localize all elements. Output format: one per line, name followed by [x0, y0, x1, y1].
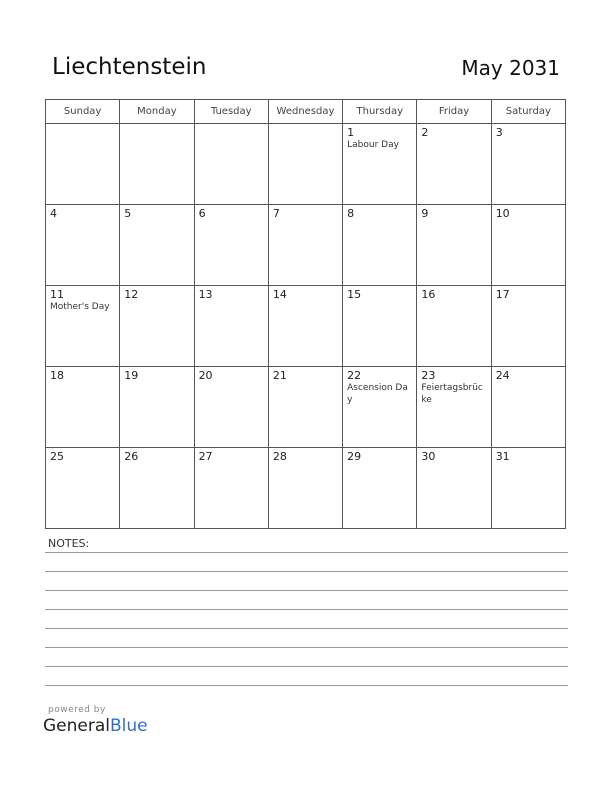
weekday-header: Tuesday	[194, 100, 268, 124]
day-cell	[343, 286, 417, 367]
day-cell	[343, 448, 417, 529]
day-number: 30	[421, 450, 436, 463]
weekday-header: Monday	[120, 100, 194, 124]
day-number: 28	[272, 450, 287, 463]
day-number: 4	[50, 207, 57, 220]
day-number: 6	[198, 207, 206, 220]
notes-line	[45, 552, 568, 553]
holiday-label: Labour Day	[347, 140, 399, 150]
day-number: 3	[495, 126, 503, 139]
logo-text-general: General	[43, 716, 110, 736]
day-cell	[491, 124, 565, 205]
day-number: 5	[124, 207, 132, 220]
day-cell	[268, 124, 342, 205]
notes-label: NOTES:	[48, 537, 90, 550]
notes-line	[45, 609, 568, 610]
week-row	[46, 367, 566, 448]
day-cell	[417, 448, 491, 529]
day-number: 27	[198, 450, 213, 463]
day-number: 25	[50, 450, 64, 463]
day-number: 16	[421, 288, 436, 301]
weekday-header: Friday	[417, 100, 491, 124]
day-cell	[46, 286, 120, 367]
day-number: 9	[421, 207, 429, 220]
day-cell	[194, 205, 268, 286]
day-number: 17	[495, 288, 510, 301]
day-cell	[343, 205, 417, 286]
day-cell	[268, 367, 342, 448]
weekday-header: Thursday	[343, 100, 417, 124]
day-cell	[343, 124, 417, 205]
day-cell	[120, 448, 194, 529]
day-cell	[194, 286, 268, 367]
notes-line	[45, 666, 568, 667]
day-number: 1	[347, 126, 355, 139]
day-number: 29	[347, 450, 362, 463]
day-number: 18	[50, 369, 64, 382]
holiday-label: Ascension Day	[347, 383, 408, 405]
day-number: 23	[421, 369, 436, 382]
day-cell	[491, 367, 565, 448]
day-cell	[194, 367, 268, 448]
day-number: 8	[347, 207, 355, 220]
day-cell	[194, 124, 268, 205]
week-row	[46, 448, 566, 529]
day-cell	[120, 286, 194, 367]
day-cell	[417, 367, 491, 448]
day-number: 10	[495, 207, 510, 220]
day-number: 26	[124, 450, 139, 463]
day-cell	[417, 205, 491, 286]
weekday-header: Sunday	[46, 100, 120, 124]
day-cell	[491, 205, 565, 286]
day-number: 7	[272, 207, 280, 220]
week-row	[46, 286, 566, 367]
day-cell	[120, 124, 194, 205]
day-cell	[46, 367, 120, 448]
powered-by-text: powered by	[48, 705, 106, 715]
generalblue-logo	[43, 716, 148, 736]
day-number: 11	[50, 288, 64, 301]
day-cell	[46, 124, 120, 205]
notes-line	[45, 590, 568, 591]
holiday-label: Mother's Day	[50, 302, 110, 312]
holiday-label: Feiertagsbrücke	[421, 383, 483, 405]
weekday-header: Saturday	[491, 100, 565, 124]
day-cell	[46, 205, 120, 286]
day-number: 31	[495, 450, 510, 463]
day-cell	[268, 448, 342, 529]
day-cell	[120, 367, 194, 448]
weekday-header-row	[46, 100, 566, 124]
week-row	[46, 205, 566, 286]
calendar-month-year: May 2031	[461, 56, 560, 80]
day-number: 13	[198, 288, 213, 301]
day-cell	[46, 448, 120, 529]
week-row	[46, 124, 566, 205]
day-number: 22	[347, 369, 362, 382]
notes-line	[45, 647, 568, 648]
calendar-country-title: Liechtenstein	[52, 54, 207, 80]
day-number: 2	[421, 126, 429, 139]
day-cell	[343, 367, 417, 448]
day-cell	[417, 286, 491, 367]
day-cell	[491, 448, 565, 529]
logo-text-blue: Blue	[110, 716, 148, 736]
calendar-grid	[45, 99, 566, 529]
day-number: 19	[124, 369, 139, 382]
notes-line	[45, 571, 568, 572]
day-cell	[268, 286, 342, 367]
day-cell	[120, 205, 194, 286]
day-number: 15	[347, 288, 362, 301]
day-number: 14	[272, 288, 287, 301]
day-number: 24	[495, 369, 510, 382]
day-number: 21	[272, 369, 287, 382]
notes-line	[45, 685, 568, 686]
day-number: 12	[124, 288, 139, 301]
day-cell	[417, 124, 491, 205]
day-number: 20	[198, 369, 213, 382]
day-cell	[491, 286, 565, 367]
notes-line	[45, 628, 568, 629]
weekday-header: Wednesday	[268, 100, 342, 124]
day-cell	[268, 205, 342, 286]
day-cell	[194, 448, 268, 529]
